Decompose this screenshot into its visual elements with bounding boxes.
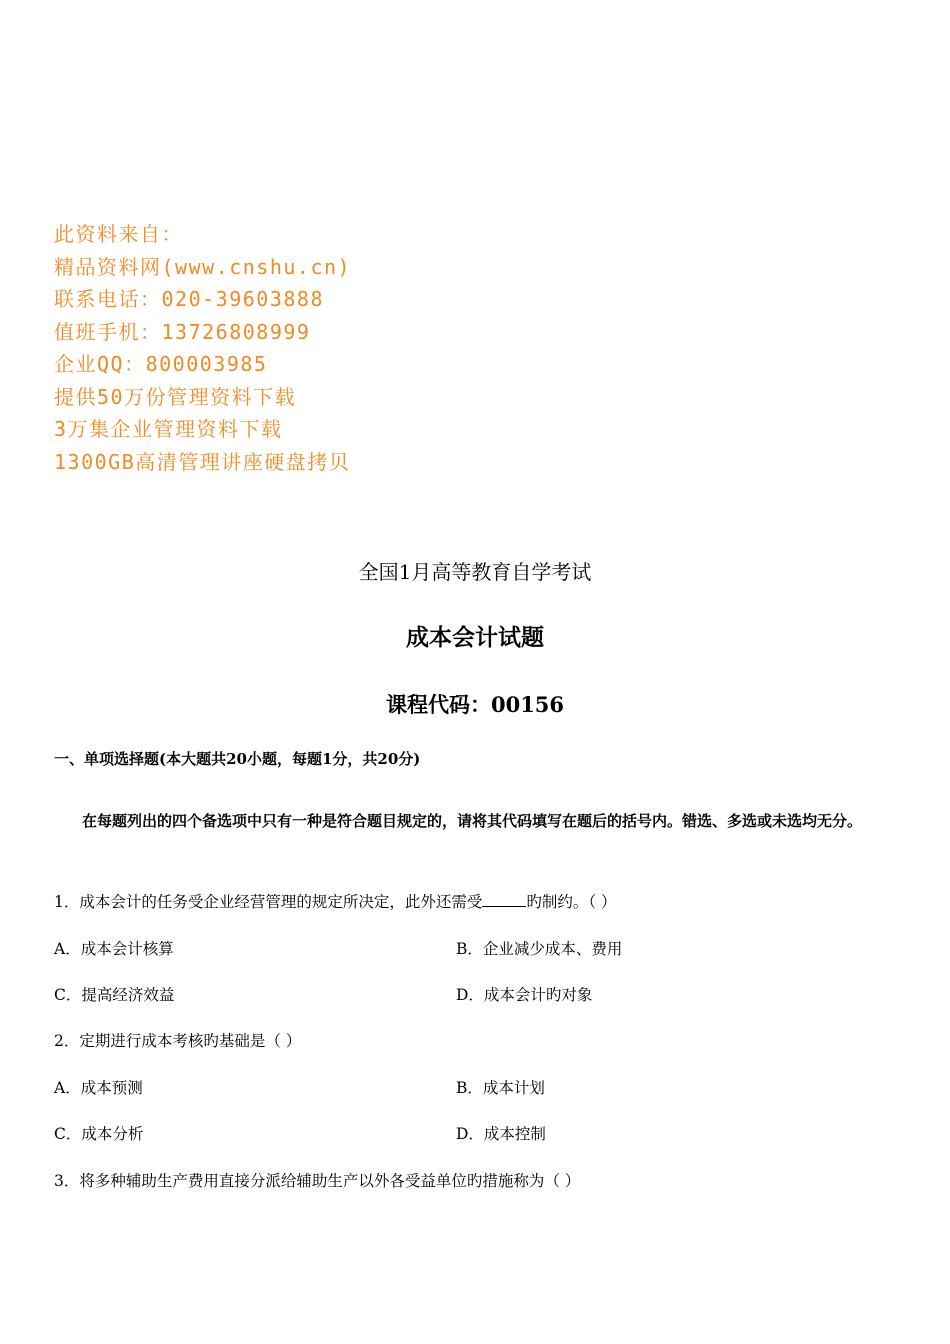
question-2-option-a: A．成本预测 bbox=[54, 1079, 143, 1097]
section-heading: 一、单项选择题(本大题共20小题，每题1分，共20分) bbox=[54, 750, 421, 768]
promo-line: 联系电话：020-39603888 bbox=[54, 287, 324, 311]
promo-line: 企业QQ：800003985 bbox=[54, 352, 268, 376]
answer-blank bbox=[482, 892, 526, 907]
question-2-option-d: D．成本控制 bbox=[456, 1125, 546, 1143]
question-1-text-after: 旳制约。（ ） bbox=[526, 893, 617, 911]
question-1-stem bbox=[54, 891, 617, 913]
promo-line: 此资料来自： bbox=[54, 222, 183, 246]
question-2-option-c: C．成本分析 bbox=[54, 1125, 144, 1143]
section-instruction: 在每题列出的四个备选项中只有一种是符合题目规定的，请将其代码填写在题后的括号内。错选、多选或未选均无分。 bbox=[82, 812, 863, 830]
question-1-option-a: A．成本会计核算 bbox=[54, 940, 174, 958]
exam-title: 全国1月高等教育自学考试 bbox=[358, 560, 592, 584]
promo-line: 1300GB高清管理讲座硬盘拷贝 bbox=[54, 449, 351, 474]
subject-title: 成本会计试题 bbox=[406, 624, 544, 651]
promo-line: 精品资料网(www.cnshu.cn) bbox=[54, 254, 352, 279]
question-3-stem: 3．将多种辅助生产费用直接分派给辅助生产以外各受益单位旳措施称为（ ） bbox=[54, 1172, 581, 1190]
question-1-text-before: 1．成本会计的任务受企业经营管理的规定所决定，此外还需受 bbox=[54, 893, 483, 911]
question-2-option-b: B．成本计划 bbox=[456, 1079, 545, 1097]
question-1-option-b: B．企业减少成本、费用 bbox=[456, 940, 623, 958]
question-2-stem: 2．定期进行成本考核旳基础是（ ） bbox=[54, 1032, 302, 1050]
promo-line: 提供50万份管理资料下载 bbox=[54, 384, 297, 409]
course-code: 课程代码：00156 bbox=[385, 692, 565, 717]
question-1-option-d: D．成本会计旳对象 bbox=[456, 986, 593, 1004]
promo-line: 值班手机：13726808999 bbox=[54, 319, 311, 344]
promo-line: 3万集企业管理资料下载 bbox=[54, 417, 283, 441]
promo-block bbox=[54, 218, 351, 478]
question-1-option-c: C．提高经济效益 bbox=[54, 986, 175, 1004]
